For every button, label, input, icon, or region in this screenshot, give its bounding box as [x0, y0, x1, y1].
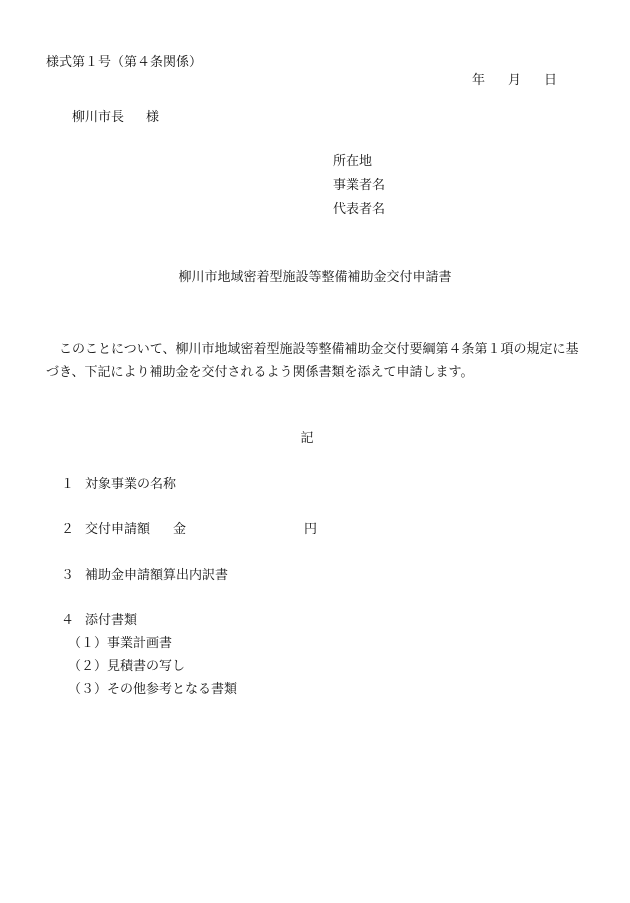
amount-prefix: 金: [173, 522, 187, 537]
item-project-name: [61, 477, 176, 493]
date-month: 月: [508, 73, 522, 88]
item-breakdown: [61, 568, 228, 584]
form-number: 様式第１号（第４条関係）: [46, 55, 203, 70]
date-year: 年: [472, 73, 486, 88]
item-number: １: [61, 477, 75, 492]
addressee-name: 柳川市長: [72, 110, 125, 125]
document-title: 柳川市地域密着型施設等整備補助金交付申請書: [178, 270, 452, 285]
representative-label: 代表者名: [333, 202, 386, 217]
attachment-business-plan: （１）事業計画書: [68, 636, 173, 651]
body-paragraph: このことについて、柳川市地域密着型施設等整備補助金交付要綱第４条第１項の規定に基づき、下記により補助金を交付されるよう関係書類を添えて申請します。: [46, 342, 579, 380]
attachment-estimate-copy: （２）見積書の写し: [68, 659, 186, 674]
item-label: 対象事業の名称: [85, 477, 177, 492]
item-label: 補助金申請額算出内訳書: [85, 568, 229, 583]
item-number: ３: [61, 568, 75, 583]
applicant-block: [333, 154, 385, 226]
item-number: ４: [61, 613, 75, 628]
addressee-honorific: 様: [146, 110, 160, 125]
item-number: ２: [61, 522, 75, 537]
date-line: [472, 73, 557, 89]
ki-heading: 記: [300, 431, 314, 446]
attachment-other-documents: （３）その他参考となる書類: [68, 682, 238, 697]
item-label: 添付書類: [85, 613, 138, 628]
date-day: 日: [544, 73, 558, 88]
item-application-amount: [61, 522, 317, 538]
business-name-label: 事業者名: [333, 178, 386, 193]
address-label: 所在地: [333, 154, 373, 169]
addressee: [72, 110, 159, 126]
item-label: 交付申請額: [85, 522, 151, 537]
amount-unit: 円: [304, 522, 318, 537]
item-attachments: [61, 613, 137, 629]
